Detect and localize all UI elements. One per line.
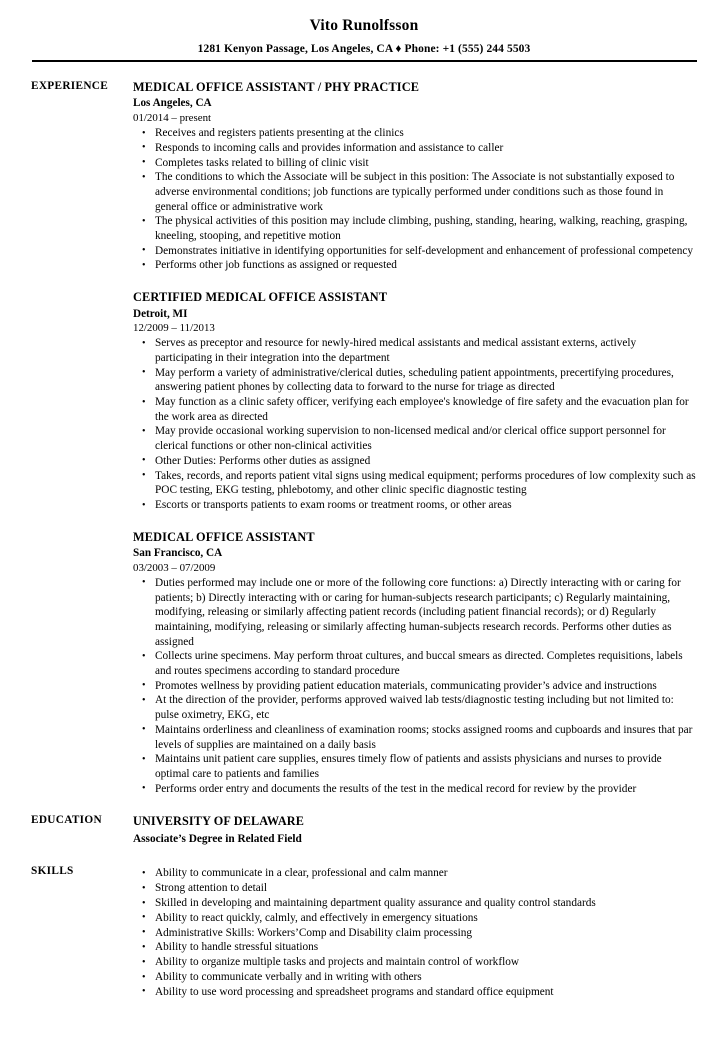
skill-item: • Ability to use word processing and spreadsheet programs and standard office equipment: [133, 985, 696, 1000]
bullet-item: • Other Duties: Performs other duties as assigned: [133, 454, 696, 469]
bullet-item: • May provide occasional working supervision to non-licensed medical and/or clerical office support personnel for clerical functions or other non-clinical activities: [133, 424, 696, 453]
contact-line: 1281 Kenyon Passage, Los Angeles, CA ♦ Phone: +1 (555) 244 5503: [197, 43, 531, 56]
bullet-item: • Promotes wellness by providing patient education materials, communicating provider’s advice and instructions: [133, 679, 696, 694]
bullet-item: • May perform a variety of administrative/clerical duties, scheduling patient appointments, precertifying procedures, answering patient phones by collecting data to forward to the nurse for triage as directed: [133, 366, 696, 395]
skills-list: [133, 866, 696, 999]
skill-item: • Administrative Skills: Workers’Comp and Disability claim processing: [133, 926, 696, 941]
job-entry: [133, 80, 696, 273]
education-section: [0, 814, 728, 847]
bullet-item: • Takes, records, and reports patient vital signs using medical equipment; performs procedures of low complexity such as POC testing, EKG testing, phlebotomy, and other clinic specific diagnostic testing: [133, 469, 696, 498]
job-entry: [133, 290, 696, 513]
skills-section: [0, 865, 728, 999]
bullet-item: • Responds to incoming calls and provides information and assistance to caller: [133, 141, 696, 156]
skill-item: • Ability to communicate in a clear, professional and calm manner: [133, 866, 696, 881]
bullet-item: • At the direction of the provider, performs approved waived lab tests/diagnostic testing including but not limited to: pulse oximetry, EKG, etc: [133, 693, 696, 722]
job-location: Los Angeles, CA: [133, 97, 212, 110]
skills-entries: [133, 865, 728, 999]
experience-section-label: EXPERIENCE: [31, 80, 109, 93]
header-divider: [32, 60, 697, 62]
skill-item: • Ability to organize multiple tasks and projects and maintain control of workflow: [133, 955, 696, 970]
education-entries: [133, 814, 728, 847]
job-title: CERTIFIED MEDICAL OFFICE ASSISTANT: [133, 290, 388, 305]
skill-item: • Ability to communicate verbally and in writing with others: [133, 970, 696, 985]
bullet-item: • Collects urine specimens. May perform throat cultures, and buccal smears as directed. Completes requisitions, labels and routes specimens according to standard procedure: [133, 649, 696, 678]
resume-header: [0, 0, 728, 62]
job-location: Detroit, MI: [133, 307, 188, 320]
bullet-item: • Duties performed may include one or more of the following core functions: a) Directly interacting with or caring for patients; b) Directly interacting with or caring for human-subjects research participants; c) Regularly maintaining, modifying, releasing or similarly affecting patient records (including patient financial records); or d) Regularly maintaining, modifying, releasing or similarly affecting human-subjects research records. Performs other duties as assigned: [133, 576, 696, 650]
bullet-item: • Completes tasks related to billing of clinic visit: [133, 156, 696, 171]
education-school: UNIVERSITY OF DELAWARE: [133, 814, 305, 829]
bullet-item: • May function as a clinic safety officer, verifying each employee's knowledge of fire safety and the evacuation plan for the work area as directed: [133, 395, 696, 424]
job-title: MEDICAL OFFICE ASSISTANT / PHY PRACTICE: [133, 80, 420, 95]
job-title: MEDICAL OFFICE ASSISTANT: [133, 529, 315, 544]
skill-item: • Ability to react quickly, calmly, and effectively in emergency situations: [133, 911, 696, 926]
skill-item: • Ability to handle stressful situations: [133, 940, 696, 955]
bullet-item: • Serves as preceptor and resource for newly-hired medical assistants and medical assistant externs, actively participating in their integration into the department: [133, 336, 696, 365]
education-degree: Associate’s Degree in Related Field: [133, 833, 302, 846]
education-section-label: EDUCATION: [31, 814, 102, 827]
bullet-item: • Performs other job functions as assigned or requested: [133, 258, 696, 273]
experience-section: [0, 80, 728, 796]
job-bullet-list: [133, 336, 696, 512]
bullet-item: • Receives and registers patients presenting at the clinics: [133, 126, 696, 141]
bullet-item: • Maintains orderliness and cleanliness of examination rooms; stocks assigned rooms and cupboards and insures that par levels of supplies are maintained on a daily basis: [133, 723, 696, 752]
skill-item: • Skilled in developing and maintaining department quality assurance and quality control standards: [133, 896, 696, 911]
experience-entries: [133, 80, 728, 796]
job-entry: [133, 530, 696, 797]
bullet-item: • The conditions to which the Associate will be subject in this position: The Associate is not substantially exposed to adverse environmental conditions; job functions are typically performed under conditions such as those found in general office or administrative work: [133, 170, 696, 214]
education-entry: [133, 814, 696, 847]
job-location: San Francisco, CA: [133, 547, 223, 560]
job-dates: 12/2009 – 11/2013: [133, 322, 215, 335]
bullet-item: • Demonstrates initiative in identifying opportunities for self-development and enhancement of professional competency: [133, 244, 696, 259]
job-dates: 01/2014 – present: [133, 111, 212, 124]
bullet-item: • The physical activities of this position may include climbing, pushing, standing, hearing, walking, reaching, grasping, kneeling, stooping, and repetitive motion: [133, 214, 696, 243]
skill-item: • Strong attention to detail: [133, 881, 696, 896]
job-bullet-list: [133, 576, 696, 797]
bullet-item: • Escorts or transports patients to exam rooms or treatment rooms, or other areas: [133, 498, 696, 513]
job-bullet-list: [133, 126, 696, 273]
skills-section-label: SKILLS: [31, 865, 74, 878]
job-dates: 03/2003 – 07/2009: [133, 561, 216, 574]
bullet-item: • Performs order entry and documents the results of the test in the medical record for review by the provider: [133, 782, 696, 797]
candidate-name: Vito Runolfsson: [309, 17, 419, 34]
bullet-item: • Maintains unit patient care supplies, ensures timely flow of patients and assists physicians and nurses to provide optimal care to patients and families: [133, 752, 696, 781]
